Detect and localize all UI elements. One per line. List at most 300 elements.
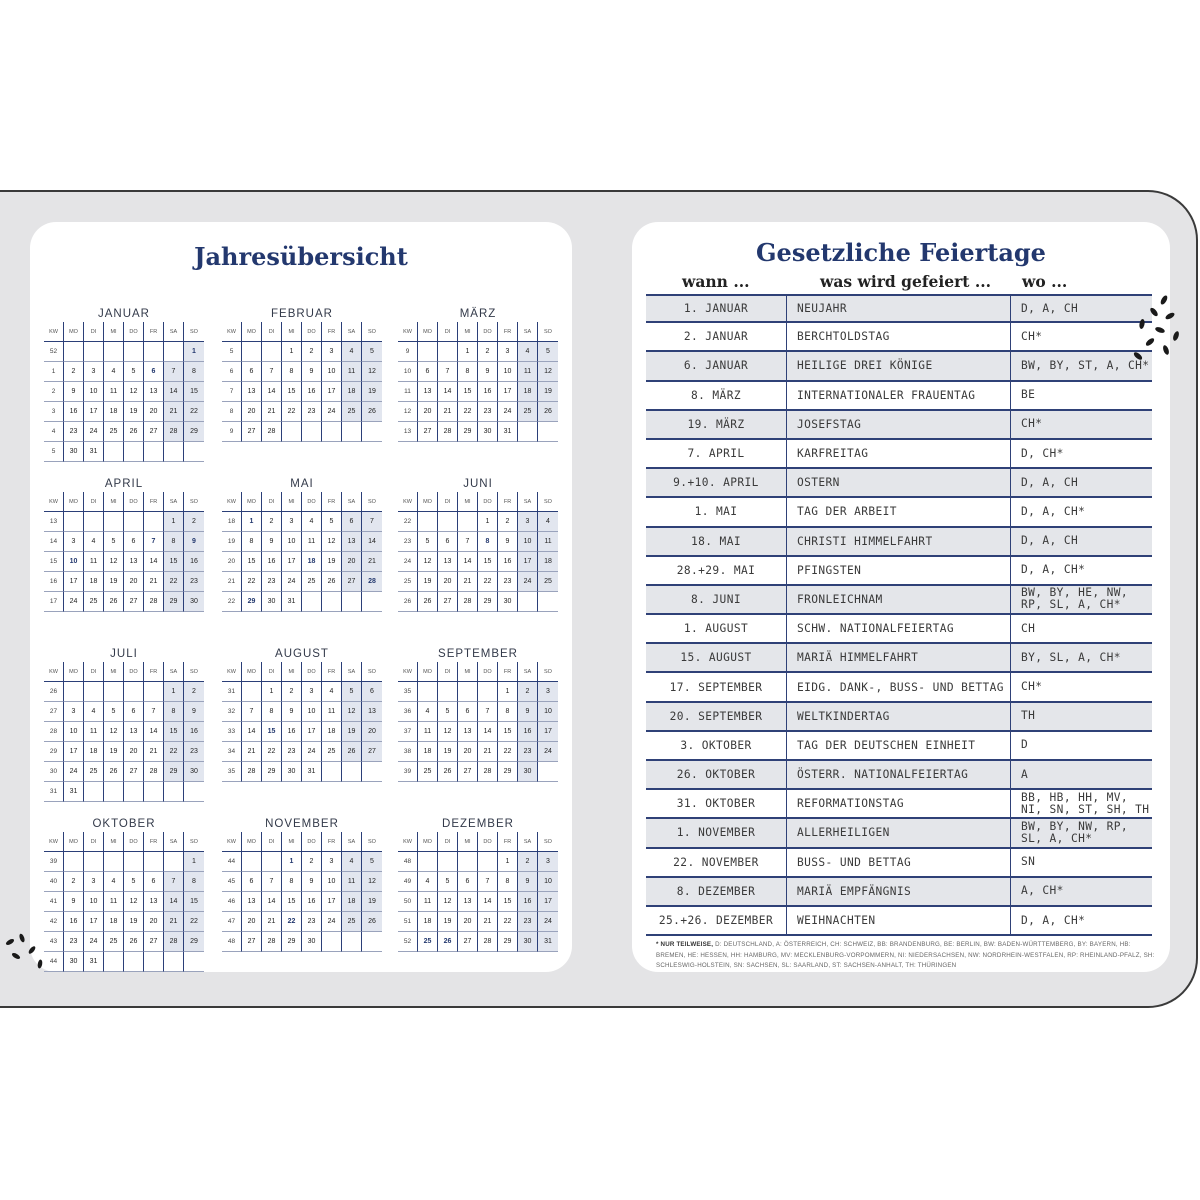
- weekday-header: SO: [538, 662, 558, 682]
- week-number: 9: [222, 422, 242, 442]
- day-cell: 12: [418, 552, 438, 572]
- holidays-title: Gesetzliche Feiertage: [756, 238, 1046, 267]
- month-grid: [222, 322, 382, 442]
- month-name: APRIL: [104, 478, 144, 490]
- day-cell: 3: [538, 682, 558, 702]
- planner-spread: [0, 190, 1198, 1008]
- day-cell: 3: [498, 342, 518, 362]
- day-cell: 21: [262, 912, 282, 932]
- holiday-when: 28.+29. MAI: [646, 557, 787, 584]
- weekday-header: DI: [262, 662, 282, 682]
- holiday-when: 15. AUGUST: [646, 644, 787, 671]
- day-cell: 22: [242, 572, 262, 592]
- weekday-header: SA: [518, 492, 538, 512]
- day-cell: 28: [478, 932, 498, 952]
- weekday-header: MO: [242, 662, 262, 682]
- day-cell: [84, 852, 104, 872]
- holiday-where: SN: [1021, 855, 1036, 869]
- holiday-when: 1. NOVEMBER: [646, 819, 787, 846]
- day-cell: 22: [262, 742, 282, 762]
- day-cell: 19: [104, 742, 124, 762]
- day-cell: 25: [538, 572, 558, 592]
- day-cell: 27: [242, 422, 262, 442]
- holiday-row: [646, 498, 1152, 527]
- day-cell: 23: [302, 402, 322, 422]
- weekday-header: FR: [322, 832, 342, 852]
- day-cell: [124, 682, 144, 702]
- day-cell: [124, 852, 144, 872]
- day-cell: 6: [124, 702, 144, 722]
- day-cell: [418, 342, 438, 362]
- holiday-row: [646, 615, 1152, 644]
- day-cell: 13: [144, 382, 164, 402]
- day-cell: [478, 682, 498, 702]
- day-cell: 21: [438, 402, 458, 422]
- weekday-header: SA: [518, 662, 538, 682]
- day-cell: 9: [518, 872, 538, 892]
- day-cell: 27: [458, 762, 478, 782]
- day-cell: [242, 342, 262, 362]
- holiday-what: EIDG. DANK-, BUSS- UND BETTAG: [787, 673, 1011, 700]
- week-number: 30: [44, 762, 64, 782]
- day-cell: 22: [498, 912, 518, 932]
- holiday-when: 8. JUNI: [646, 586, 787, 613]
- day-cell: 1: [458, 342, 478, 362]
- day-cell: 2: [184, 512, 204, 532]
- day-cell: 11: [538, 532, 558, 552]
- weekday-header: DI: [438, 492, 458, 512]
- weekday-header: SA: [518, 832, 538, 852]
- day-cell: 5: [362, 342, 382, 362]
- day-cell: 9: [184, 532, 204, 552]
- day-cell: 29: [164, 762, 184, 782]
- day-cell: 14: [438, 382, 458, 402]
- week-number: 14: [44, 532, 64, 552]
- day-cell: 17: [282, 552, 302, 572]
- day-cell: 25: [104, 422, 124, 442]
- holiday-where: BW, BY, NW, RP, SL, A, CH*: [1021, 819, 1129, 845]
- day-cell: 31: [64, 782, 84, 802]
- day-cell: 13: [438, 552, 458, 572]
- day-cell: 19: [438, 742, 458, 762]
- day-cell: 29: [184, 932, 204, 952]
- day-cell: 1: [262, 682, 282, 702]
- week-number: 46: [222, 892, 242, 912]
- day-cell: 8: [498, 702, 518, 722]
- weekday-header: SO: [362, 832, 382, 852]
- day-cell: 6: [362, 682, 382, 702]
- holiday-when: 1. AUGUST: [646, 615, 787, 642]
- month-grid: [398, 832, 558, 952]
- weekday-header: SO: [184, 322, 204, 342]
- day-cell: 18: [104, 912, 124, 932]
- weekday-header: MI: [458, 832, 478, 852]
- day-cell: 17: [538, 722, 558, 742]
- day-cell: 29: [262, 762, 282, 782]
- weekday-header: DO: [124, 662, 144, 682]
- month-februar: [222, 306, 382, 442]
- day-cell: 3: [538, 852, 558, 872]
- holiday-where: D, A, CH: [1021, 301, 1079, 315]
- weekday-header: SA: [342, 322, 362, 342]
- day-cell: 27: [362, 742, 382, 762]
- day-cell: 6: [242, 872, 262, 892]
- day-cell: 31: [302, 762, 322, 782]
- day-cell: 9: [262, 532, 282, 552]
- holiday-where: D: [1021, 738, 1029, 752]
- weekday-header: MI: [282, 662, 302, 682]
- holiday-where: BY, SL, A, CH*: [1021, 650, 1121, 664]
- month-mai: [222, 476, 382, 612]
- holiday-what: TAG DER ARBEIT: [787, 498, 1011, 525]
- day-cell: 5: [322, 512, 342, 532]
- weekday-header: SO: [538, 322, 558, 342]
- day-cell: 21: [144, 572, 164, 592]
- day-cell: 6: [124, 532, 144, 552]
- day-cell: 30: [184, 592, 204, 612]
- day-cell: 4: [518, 342, 538, 362]
- weekday-header: DI: [84, 492, 104, 512]
- day-cell: [164, 782, 184, 802]
- day-cell: 15: [458, 382, 478, 402]
- holiday-when: 31. OKTOBER: [646, 790, 787, 817]
- holiday-where: D, A, CH*: [1021, 563, 1086, 577]
- day-cell: 16: [518, 892, 538, 912]
- day-cell: 2: [302, 852, 322, 872]
- month-name: JUNI: [463, 478, 493, 490]
- day-cell: 14: [478, 892, 498, 912]
- day-cell: 11: [342, 362, 362, 382]
- week-number: 48: [222, 932, 242, 952]
- day-cell: 21: [262, 402, 282, 422]
- weekday-header: KW: [398, 492, 418, 512]
- day-cell: 30: [64, 952, 84, 972]
- day-cell: [538, 762, 558, 782]
- weekday-header: MI: [282, 492, 302, 512]
- day-cell: 23: [64, 932, 84, 952]
- day-cell: 22: [478, 572, 498, 592]
- day-cell: 5: [104, 532, 124, 552]
- day-cell: 14: [164, 382, 184, 402]
- day-cell: 29: [498, 932, 518, 952]
- day-cell: 12: [322, 532, 342, 552]
- day-cell: 11: [322, 702, 342, 722]
- month-juli: [44, 646, 204, 802]
- weekday-header: DO: [478, 662, 498, 682]
- year-overview-title: Jahresübersicht: [194, 242, 408, 271]
- weekday-header: SO: [362, 662, 382, 682]
- day-cell: 28: [478, 762, 498, 782]
- day-cell: 9: [478, 362, 498, 382]
- day-cell: 24: [498, 402, 518, 422]
- day-cell: [282, 422, 302, 442]
- year-overview-page: [30, 222, 572, 972]
- weekday-header: KW: [398, 832, 418, 852]
- day-cell: 20: [342, 552, 362, 572]
- week-number: 26: [398, 592, 418, 612]
- week-number: 35: [222, 762, 242, 782]
- seed-dots-decoration: [1124, 292, 1186, 372]
- weekday-header: MI: [104, 662, 124, 682]
- column-header-when: wann ...: [682, 272, 750, 291]
- day-cell: 25: [418, 762, 438, 782]
- day-cell: 18: [84, 572, 104, 592]
- day-cell: 27: [458, 932, 478, 952]
- day-cell: 2: [302, 342, 322, 362]
- day-cell: 30: [478, 422, 498, 442]
- day-cell: [322, 762, 342, 782]
- holiday-what: PFINGSTEN: [787, 557, 1011, 584]
- day-cell: 14: [242, 722, 262, 742]
- month-november: [222, 816, 382, 952]
- day-cell: 16: [282, 722, 302, 742]
- weekday-header: MO: [64, 662, 84, 682]
- day-cell: 21: [144, 742, 164, 762]
- month-dezember: [398, 816, 558, 952]
- week-number: 49: [398, 872, 418, 892]
- day-cell: 22: [498, 742, 518, 762]
- day-cell: 4: [84, 702, 104, 722]
- day-cell: 20: [458, 912, 478, 932]
- day-cell: [124, 952, 144, 972]
- day-cell: 11: [418, 892, 438, 912]
- holiday-where: CH: [1021, 621, 1036, 635]
- day-cell: 26: [124, 422, 144, 442]
- day-cell: 25: [342, 402, 362, 422]
- day-cell: 1: [242, 512, 262, 532]
- day-cell: 17: [322, 892, 342, 912]
- day-cell: 3: [64, 702, 84, 722]
- day-cell: 8: [478, 532, 498, 552]
- holiday-row: [646, 323, 1152, 352]
- weekday-header: KW: [222, 662, 242, 682]
- day-cell: 20: [418, 402, 438, 422]
- holiday-when: 18. MAI: [646, 528, 787, 555]
- weekday-header: FR: [144, 662, 164, 682]
- day-cell: 7: [438, 362, 458, 382]
- day-cell: 2: [262, 512, 282, 532]
- weekday-header: KW: [44, 322, 64, 342]
- day-cell: 15: [262, 722, 282, 742]
- holiday-where: A, CH*: [1021, 884, 1064, 898]
- week-number: 48: [398, 852, 418, 872]
- week-number: 8: [222, 402, 242, 422]
- day-cell: [144, 442, 164, 462]
- day-cell: [144, 782, 164, 802]
- day-cell: 4: [302, 512, 322, 532]
- day-cell: 2: [498, 512, 518, 532]
- day-cell: 16: [64, 402, 84, 422]
- day-cell: 10: [518, 532, 538, 552]
- day-cell: 13: [242, 382, 262, 402]
- day-cell: 13: [124, 722, 144, 742]
- weekday-header: SO: [184, 832, 204, 852]
- day-cell: [518, 592, 538, 612]
- week-number: 25: [398, 572, 418, 592]
- day-cell: 6: [458, 702, 478, 722]
- weekday-header: KW: [222, 322, 242, 342]
- weekday-header: KW: [398, 322, 418, 342]
- day-cell: 20: [144, 912, 164, 932]
- day-cell: 20: [458, 742, 478, 762]
- month-grid: [222, 832, 382, 952]
- holiday-where: CH*: [1021, 329, 1043, 343]
- day-cell: 8: [184, 362, 204, 382]
- day-cell: 22: [282, 402, 302, 422]
- holiday-what: JOSEFSTAG: [787, 411, 1011, 438]
- day-cell: 27: [144, 932, 164, 952]
- week-number: 47: [222, 912, 242, 932]
- day-cell: 5: [104, 702, 124, 722]
- day-cell: 14: [458, 552, 478, 572]
- day-cell: [164, 442, 184, 462]
- day-cell: [438, 342, 458, 362]
- day-cell: 24: [538, 742, 558, 762]
- weekday-header: DI: [262, 322, 282, 342]
- month-name: SEPTEMBER: [438, 648, 518, 660]
- day-cell: 1: [282, 342, 302, 362]
- week-number: 31: [44, 782, 64, 802]
- day-cell: 26: [438, 932, 458, 952]
- day-cell: 28: [262, 422, 282, 442]
- day-cell: 12: [124, 892, 144, 912]
- day-cell: [144, 852, 164, 872]
- day-cell: 15: [184, 892, 204, 912]
- day-cell: 16: [518, 722, 538, 742]
- day-cell: 28: [144, 762, 164, 782]
- weekday-header: DI: [438, 322, 458, 342]
- day-cell: 26: [438, 762, 458, 782]
- day-cell: 30: [518, 762, 538, 782]
- week-number: 42: [44, 912, 64, 932]
- weekday-header: FR: [144, 832, 164, 852]
- holiday-when: 8. MÄRZ: [646, 382, 787, 409]
- day-cell: [164, 952, 184, 972]
- day-cell: [342, 592, 362, 612]
- day-cell: [458, 682, 478, 702]
- day-cell: 19: [538, 382, 558, 402]
- day-cell: 6: [342, 512, 362, 532]
- column-header-where: wo ...: [1022, 272, 1068, 291]
- weekday-header: KW: [398, 662, 418, 682]
- month-grid: [44, 492, 204, 612]
- day-cell: 11: [418, 722, 438, 742]
- day-cell: 1: [282, 852, 302, 872]
- weekday-header: MI: [458, 492, 478, 512]
- month-name: DEZEMBER: [442, 818, 514, 830]
- weekday-header: DI: [262, 832, 282, 852]
- weekday-header: MO: [242, 832, 262, 852]
- day-cell: [84, 682, 104, 702]
- day-cell: 25: [84, 592, 104, 612]
- day-cell: 17: [322, 382, 342, 402]
- day-cell: 17: [64, 742, 84, 762]
- month-april: [44, 476, 204, 612]
- holiday-when: 20. SEPTEMBER: [646, 703, 787, 730]
- day-cell: 13: [362, 702, 382, 722]
- holiday-row: [646, 878, 1152, 907]
- day-cell: 4: [538, 512, 558, 532]
- day-cell: 11: [342, 872, 362, 892]
- day-cell: 18: [418, 912, 438, 932]
- holiday-what: REFORMATIONSTAG: [787, 790, 1011, 817]
- weekday-header: MI: [282, 832, 302, 852]
- week-number: 4: [44, 422, 64, 442]
- holiday-where: D, A, CH*: [1021, 913, 1086, 927]
- day-cell: 9: [184, 702, 204, 722]
- week-number: 9: [398, 342, 418, 362]
- holiday-row: [646, 557, 1152, 586]
- day-cell: 30: [282, 762, 302, 782]
- day-cell: 4: [418, 702, 438, 722]
- day-cell: [538, 592, 558, 612]
- day-cell: [64, 682, 84, 702]
- day-cell: [64, 852, 84, 872]
- day-cell: 27: [144, 422, 164, 442]
- weekday-header: MO: [242, 492, 262, 512]
- day-cell: 24: [84, 422, 104, 442]
- day-cell: 24: [64, 592, 84, 612]
- week-number: 17: [44, 592, 64, 612]
- day-cell: 15: [164, 552, 184, 572]
- day-cell: 8: [164, 702, 184, 722]
- day-cell: 20: [124, 572, 144, 592]
- day-cell: 13: [458, 892, 478, 912]
- day-cell: 3: [84, 872, 104, 892]
- day-cell: 8: [282, 362, 302, 382]
- day-cell: 17: [538, 892, 558, 912]
- day-cell: 10: [282, 532, 302, 552]
- day-cell: 27: [242, 932, 262, 952]
- holiday-what: HEILIGE DREI KÖNIGE: [787, 352, 1011, 379]
- holiday-where: CH*: [1021, 680, 1043, 694]
- day-cell: 21: [478, 912, 498, 932]
- day-cell: 6: [242, 362, 262, 382]
- week-number: 22: [398, 512, 418, 532]
- weekday-header: SO: [362, 492, 382, 512]
- day-cell: [438, 512, 458, 532]
- day-cell: 18: [518, 382, 538, 402]
- weekday-header: DO: [478, 832, 498, 852]
- holiday-what: BUSS- UND BETTAG: [787, 849, 1011, 876]
- day-cell: 24: [64, 762, 84, 782]
- weekday-header: DI: [84, 662, 104, 682]
- weekday-header: DO: [124, 492, 144, 512]
- day-cell: 25: [418, 932, 438, 952]
- holiday-when: 26. OKTOBER: [646, 761, 787, 788]
- day-cell: 24: [282, 572, 302, 592]
- weekday-header: SO: [184, 492, 204, 512]
- weekday-header: FR: [498, 492, 518, 512]
- day-cell: [144, 512, 164, 532]
- day-cell: 12: [104, 552, 124, 572]
- day-cell: 10: [64, 552, 84, 572]
- day-cell: 9: [282, 702, 302, 722]
- day-cell: 28: [458, 592, 478, 612]
- month-name: OKTOBER: [92, 818, 156, 830]
- weekday-header: KW: [44, 662, 64, 682]
- holiday-when: 25.+26. DEZEMBER: [646, 907, 787, 934]
- day-cell: 10: [64, 722, 84, 742]
- day-cell: [478, 852, 498, 872]
- day-cell: [164, 342, 184, 362]
- day-cell: 11: [84, 552, 104, 572]
- holiday-what: KARFREITAG: [787, 440, 1011, 467]
- holiday-row: [646, 849, 1152, 878]
- holiday-row: [646, 352, 1152, 381]
- day-cell: 15: [498, 892, 518, 912]
- weekday-header: SA: [342, 492, 362, 512]
